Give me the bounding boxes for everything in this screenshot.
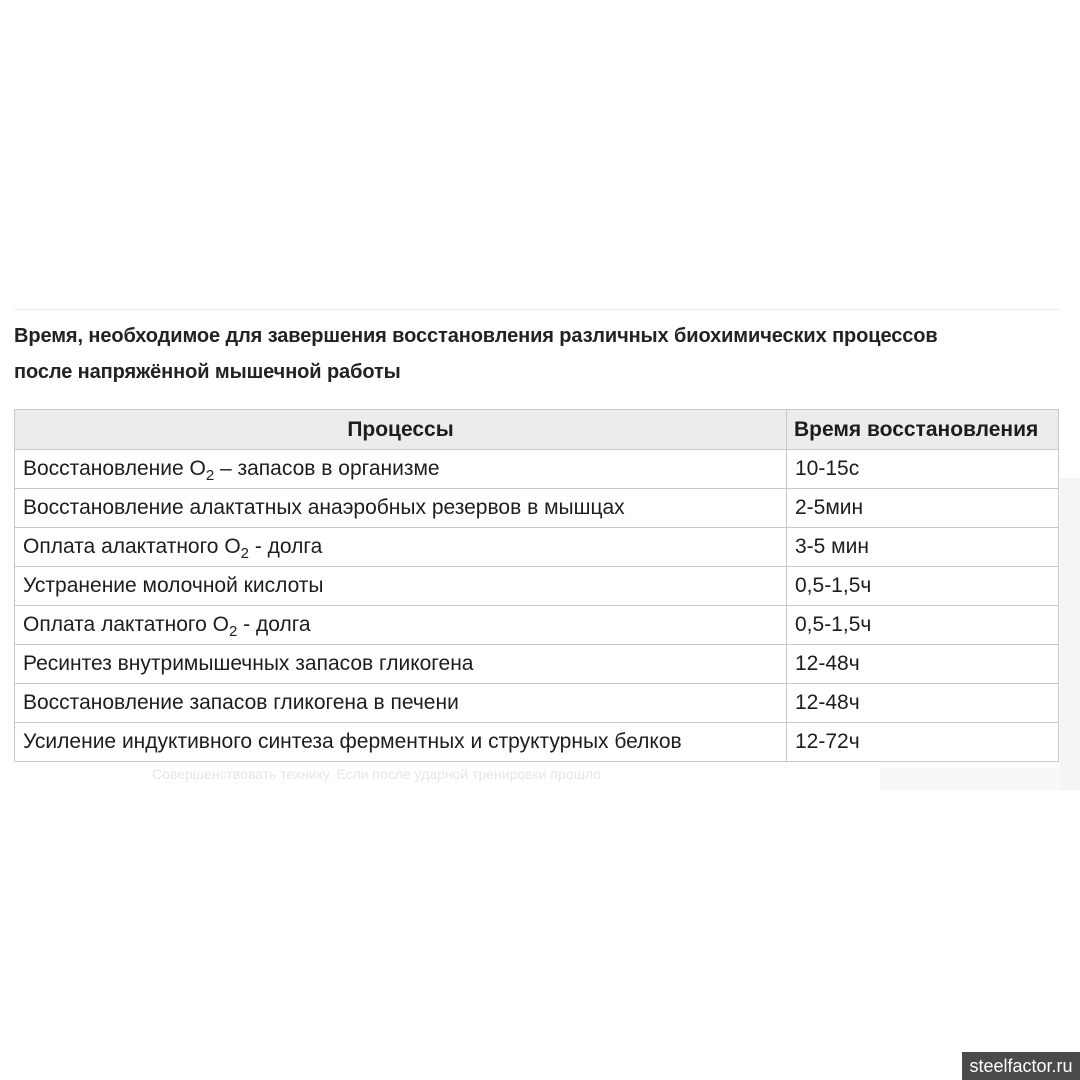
subscript-2: 2	[228, 623, 238, 640]
table-row	[15, 567, 1059, 606]
table-row	[15, 528, 1059, 567]
site-watermark: steelfactor.ru	[962, 1052, 1080, 1080]
background-side-strip	[880, 766, 1060, 790]
process-text-suffix: - долга	[249, 535, 323, 558]
recovery-time-cell: 12-72ч	[787, 723, 1059, 762]
process-cell	[15, 567, 787, 606]
subscript-2: 2	[240, 545, 249, 562]
table-row	[15, 450, 1059, 489]
recovery-time-cell: 0,5-1,5ч	[787, 606, 1059, 645]
process-cell	[15, 606, 787, 645]
table-caption	[14, 318, 1074, 390]
table-row	[15, 645, 1059, 684]
process-cell	[15, 528, 787, 567]
table-header-row	[15, 410, 1059, 450]
process-text-suffix: – запасов в организме	[214, 457, 440, 480]
top-divider	[14, 309, 1060, 310]
background-side-panel	[1060, 478, 1080, 790]
process-text: Устранение молочной кислоты	[23, 574, 324, 597]
background-faded-text: Совершенствовать технику. Если после ударной тренировки прошло	[152, 766, 601, 782]
process-cell	[15, 684, 787, 723]
header-recovery-time: Время восстановления	[787, 410, 1059, 450]
recovery-time-cell: 10-15с	[787, 450, 1059, 489]
recovery-time-cell: 0,5-1,5ч	[787, 567, 1059, 606]
process-text: Усиление индуктивного синтеза ферментных и структурных белков	[23, 730, 682, 753]
process-text: Ресинтез внутримышечных запасов гликогена	[23, 652, 474, 675]
recovery-time-cell: 3-5 мин	[787, 528, 1059, 567]
recovery-time-cell: 2-5мин	[787, 489, 1059, 528]
process-text: Восстановление алактатных анаэробных резервов в мышцах	[23, 496, 625, 519]
process-text: Восстановление О	[23, 457, 206, 480]
process-cell	[15, 645, 787, 684]
process-text: Оплата алактатного О	[23, 535, 241, 558]
recovery-time-cell: 12-48ч	[787, 645, 1059, 684]
process-text-suffix: - долга	[237, 613, 311, 636]
table-row	[15, 606, 1059, 645]
table-row	[15, 723, 1059, 762]
header-processes: Процессы	[15, 410, 787, 450]
recovery-time-cell: 12-48ч	[787, 684, 1059, 723]
process-text: Восстановление запасов гликогена в печени	[23, 691, 459, 714]
process-text: Оплата лактатного О	[23, 613, 229, 636]
caption-line-1: Время, необходимое для завершения восстановления различных биохимических процессов	[14, 325, 938, 347]
table-row	[15, 489, 1059, 528]
process-cell	[15, 723, 787, 762]
recovery-time-table	[14, 409, 1059, 762]
table-row	[15, 684, 1059, 723]
process-cell	[15, 489, 787, 528]
caption-line-2: после напряжённой мышечной работы	[14, 361, 401, 383]
subscript-2: 2	[205, 467, 215, 484]
process-cell	[15, 450, 787, 489]
